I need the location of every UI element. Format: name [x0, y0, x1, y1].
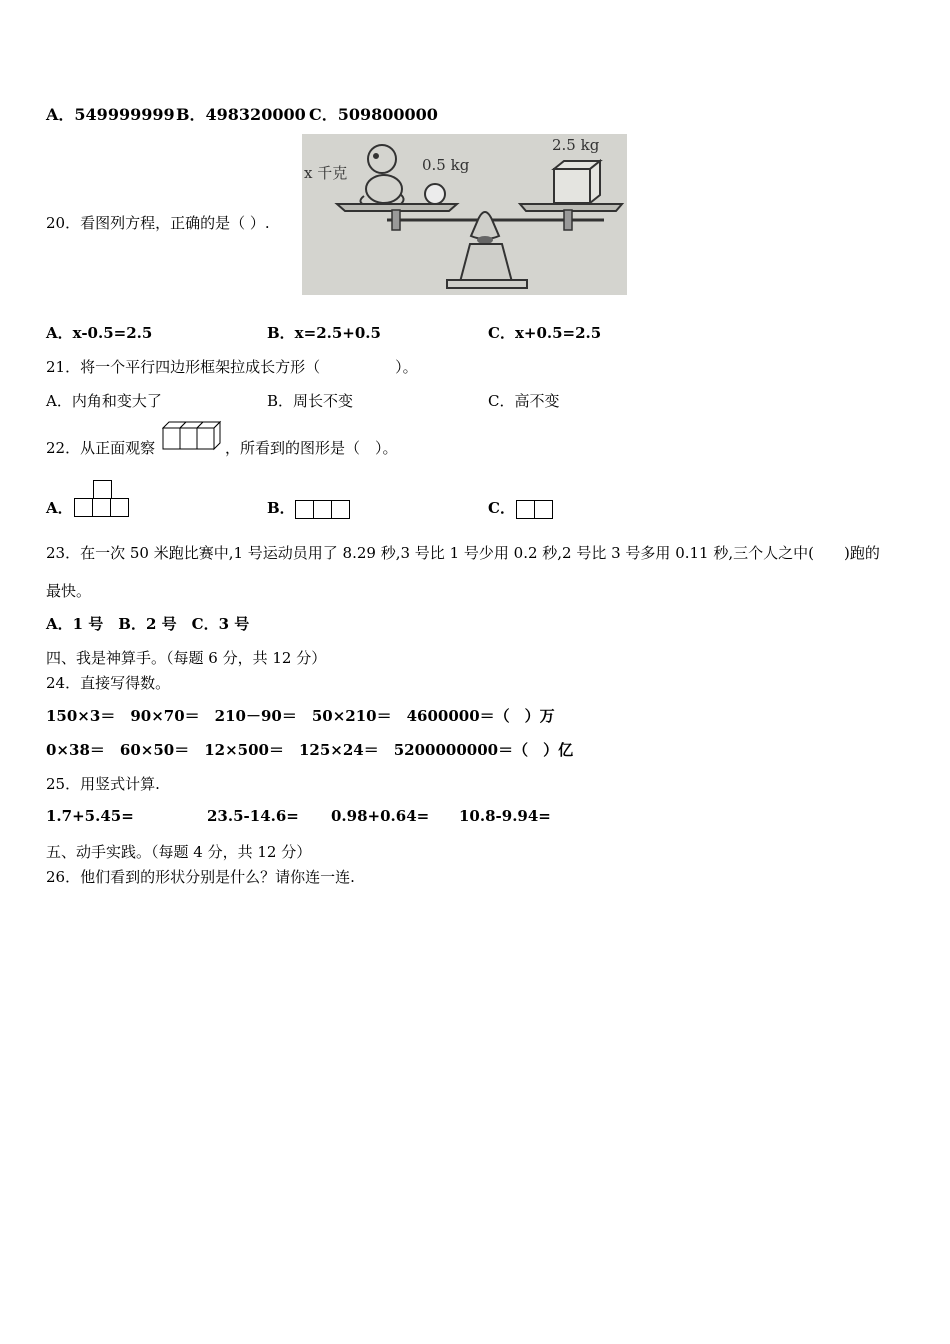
q19-option-a: A．549999999 [46, 105, 175, 124]
scale-base [460, 244, 512, 282]
q21-option-a: A．内角和变大了 [46, 392, 162, 410]
q25-expr-1: 1.7+5.45= [46, 807, 134, 825]
q20-option-b: B．x=2.5+0.5 [267, 324, 381, 342]
q23-stem-line2: 最快。 [46, 582, 92, 600]
q22-option-c-figure [516, 500, 553, 519]
q22-option-a-figure [74, 480, 129, 517]
q25-expr-3: 0.98+0.64= [331, 807, 430, 825]
q20-stem: 20．看图列方程，正确的是（ ）. [46, 214, 270, 232]
q21-stem: 21．将一个平行四边形框架拉成长方形（ ）。 [46, 358, 418, 376]
q24-stem: 24．直接写得数。 [46, 674, 171, 692]
q21-option-b: B．周长不变 [267, 392, 354, 410]
label-box-weight: 2.5 kg [552, 136, 600, 154]
q19-option-b: B．498320000 [176, 105, 306, 124]
ball-icon [425, 184, 445, 204]
q26-stem: 26．他们看到的形状分别是什么？请你连一连. [46, 868, 355, 886]
q22-option-b: B． [267, 499, 295, 517]
q20-option-c: C．x+0.5=2.5 [488, 324, 602, 342]
q22-option-b-figure [295, 500, 350, 519]
section-4-heading: 四、我是神算手。（每题 6 分，共 12 分） [46, 649, 327, 667]
q24-row2: 0×38＝ 60×50＝ 12×500＝ 125×24＝ 5200000000＝（ ）亿 [46, 741, 574, 759]
label-x-kg: x 千克 [304, 164, 348, 182]
q25-expr-4: 10.8-9.94= [459, 807, 551, 825]
balance-scale-image [302, 134, 627, 295]
q24-row1: 150×3＝ 90×70＝ 210－90＝ 50×210＝ 4600000＝（ ）万 [46, 707, 555, 725]
balance-scale-drawing [302, 134, 627, 295]
q22-stem-pre: 22．从正面观察 [46, 439, 156, 457]
q25-stem: 25．用竖式计算. [46, 775, 160, 793]
q23-options: A．1 号 B．2 号 C．3 号 [46, 615, 250, 633]
q19-option-c: C．509800000 [309, 105, 438, 124]
cube-stack-icon [162, 420, 222, 452]
section-5-heading: 五、动手实践。（每题 4 分，共 12 分） [46, 843, 312, 861]
q25-expr-2: 23.5-14.6= [207, 807, 299, 825]
q23-stem-line1: 23．在一次 50 米跑比赛中,1 号运动员用了 8.29 秒,3 号比 1 号少用 0.2 秒,2 号比 3 号多用 0.11 秒,三个人之中( )跑的 [46, 544, 880, 562]
q22-option-a: A． [46, 499, 73, 517]
q22-option-c: C． [488, 499, 515, 517]
label-ball-weight: 0.5 kg [422, 156, 470, 174]
q21-option-c: C．高不变 [488, 392, 560, 410]
box-icon [554, 161, 600, 203]
q20-option-a: A．x-0.5=2.5 [46, 324, 153, 342]
q22-stem-post: ，所看到的图形是（ ）。 [225, 439, 398, 457]
